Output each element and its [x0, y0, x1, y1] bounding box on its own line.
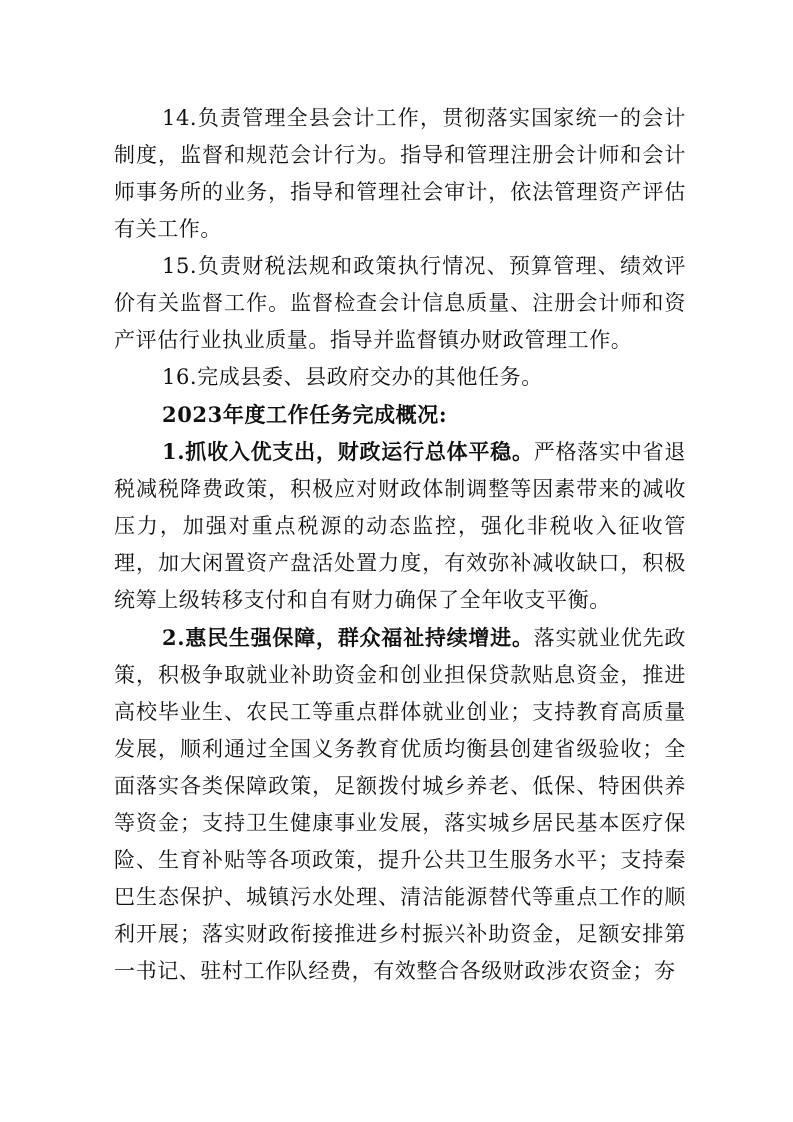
- paragraph-item-1: [114, 433, 686, 619]
- document-page: [114, 100, 686, 990]
- section-heading: 2023年度工作任务完成概况:: [162, 402, 448, 427]
- paragraph-duty-14: 14.负责管理全县会计工作，贯彻落实国家统一的会计制度，监督和规范会计行为。指导和管理注册会计师和会计师事务所的业务，指导和管理社会审计，依法管理资产评估有关工作。: [114, 106, 686, 241]
- item-1-title: 1.抓收入优支出，财政运行总体平稳。: [162, 439, 534, 464]
- paragraph-item-2: [114, 619, 686, 990]
- item-2-title: 2.惠民生强保障，群众福祉持续增进。: [162, 625, 534, 650]
- paragraph-duty-16: 16.完成县委、县政府交办的其他任务。: [162, 365, 543, 389]
- item-2-body: 落实就业优先政策，积极争取就业补助资金和创业担保贷款贴息资金，推进高校毕业生、农民工等重点群体就业创业；支持教育高质量发展，顺利通过全国义务教育优质均衡县创建省级验收；全面落实各类保障政策，足额拨付城乡养老、低保、特困供养等资金；支持卫生健康事业发展，落实城乡居民基本医疗保险、生育补贴等各项政策，提升公共卫生服务水平；支持秦巴生态保护、城镇污水处理、清洁能源替代等重点工作的顺利开展；落实财政衔接推进乡村振兴补助资金，足额安排第一书记、驻村工作队经费，有效整合各级财政涉农资金；夯: [114, 626, 686, 983]
- paragraph-duty-15: 15.负责财税法规和政策执行情况、预算管理、绩效评价有关监督工作。监督检查会计信息质量、注册会计师和资产评估行业执业质量。指导并监督镇办财政管理工作。: [114, 254, 686, 352]
- item-1-body: 严格落实中省退税减税降费政策，积极应对财政体制调整等因素带来的减收压力，加强对重点税源的动态监控，强化非税收入征收管理，加大闲置资产盘活处置力度，有效弥补减收缺口，积极统筹上级转移支付和自有财力确保了全年收支平衡。: [114, 440, 686, 612]
